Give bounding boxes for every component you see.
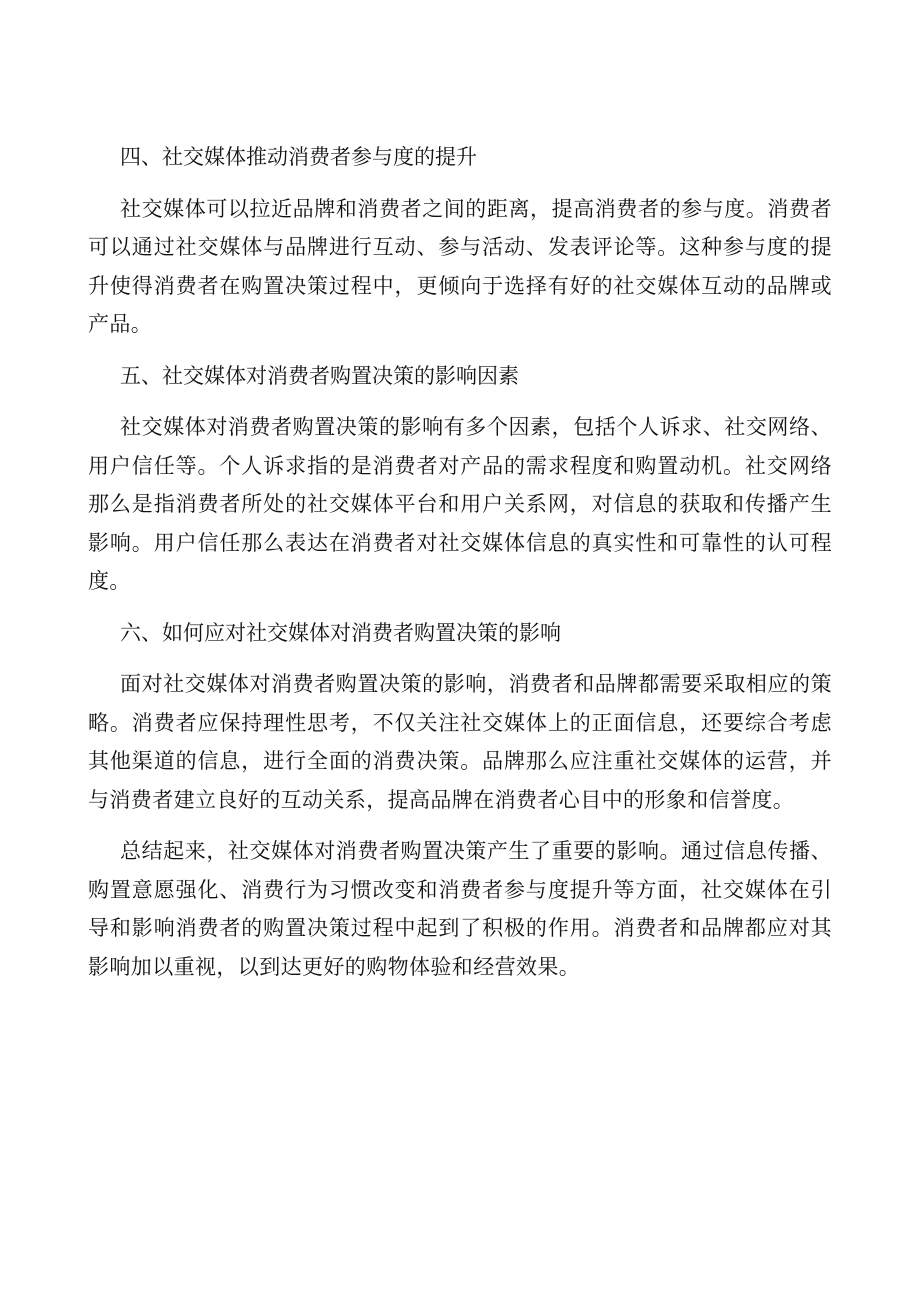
section-heading-4: 四、社交媒体推动消费者参与度的提升 [120,145,477,169]
document-body [88,138,832,999]
section-paragraph-4: 社交媒体可以拉近品牌和消费者之间的距离，提高消费者的参与度。消费者可以通过社交媒体与品牌进行互动、参与活动、发表评论等。这种参与度的提升使得消费者在购置决策过程中，更倾向于选择有好的社交媒体互动的品牌或产品。 [88,196,832,336]
conclusion-paragraph: 总结起来，社交媒体对消费者购置决策产生了重要的影响。通过信息传播、购置意愿强化、消费行为习惯改变和消费者参与度提升等方面，社交媒体在引导和影响消费者的购置决策过程中起到了积极的作用。消费者和品牌都应对其影响加以重视，以到达更好的购物体验和经营效果。 [88,839,832,979]
section-paragraph-6: 面对社交媒体对消费者购置决策的影响，消费者和品牌都需要采取相应的策略。消费者应保持理性思考，不仅关注社交媒体上的正面信息，还要综合考虑其他渠道的信息，进行全面的消费决策。品牌那么应注重社交媒体的运营，并与消费者建立良好的互动关系，提高品牌在消费者心目中的形象和信誉度。 [88,672,832,812]
section-heading-6: 六、如何应对社交媒体对消费者购置决策的影响 [120,620,561,645]
section-paragraph-5: 社交媒体对消费者购置决策的影响有多个因素，包括个人诉求、社交网络、用户信任等。个人诉求指的是消费者对产品的需求程度和购置动机。社交网络那么是指消费者所处的社交媒体平台和用户关系网，对信息的获取和传播产生影响。用户信任那么表达在消费者对社交媒体信息的真实性和可靠性的认可程度。 [88,415,832,593]
section-heading-5: 五、社交媒体对消费者购置决策的影响因素 [120,363,519,388]
